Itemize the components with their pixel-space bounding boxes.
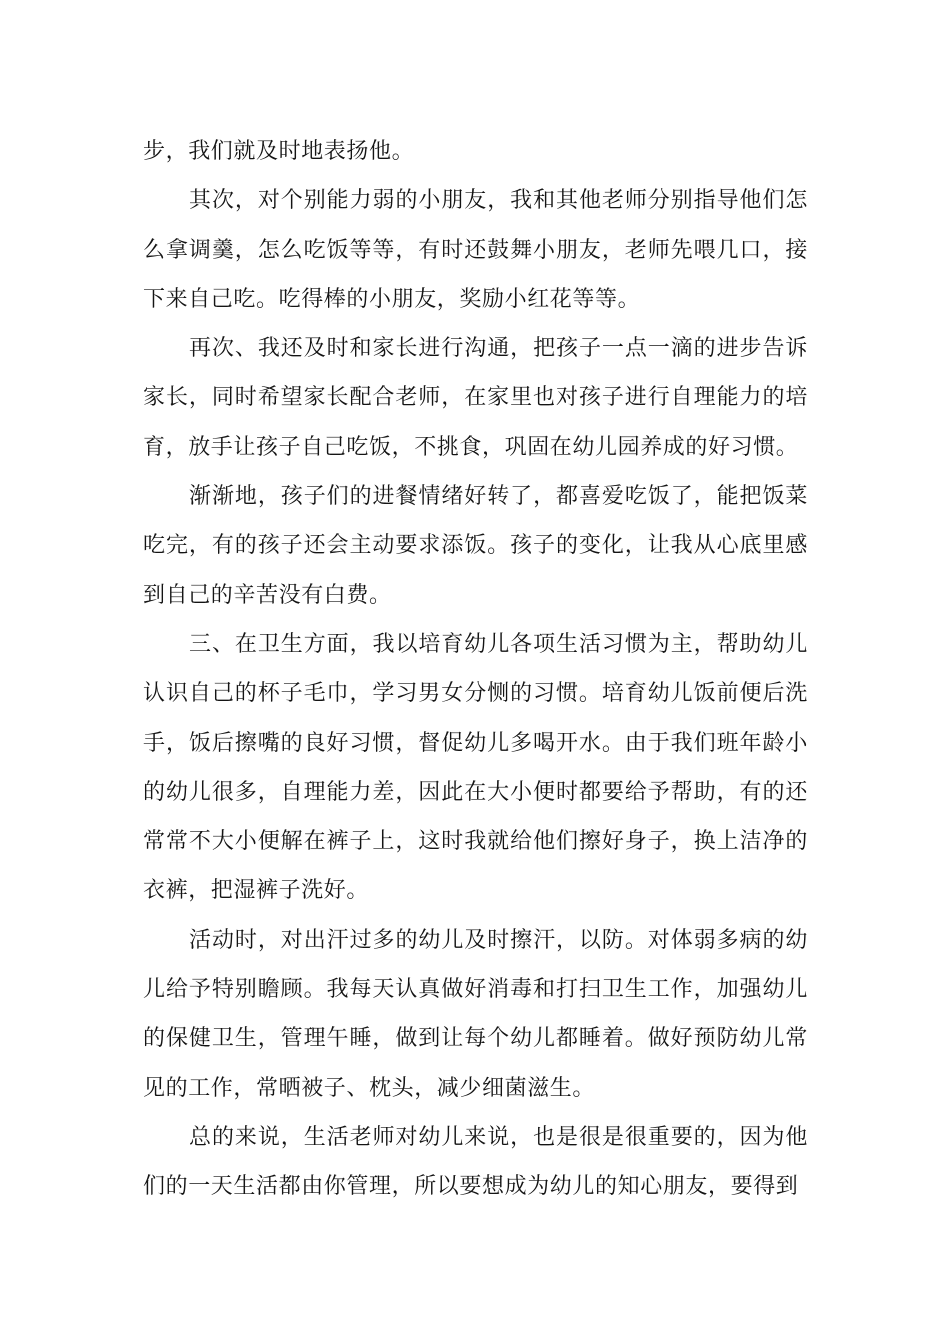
paragraph-gradually: 渐渐地，孩子们的进餐情绪好转了，都喜爱吃饭了，能把饭菜吃完，有的孩子还会主动要求添饭。孩子的变化，让我从心底里感到自己的辛苦没有白费。 (143, 484, 808, 608)
paragraph-secondly: 其次，对个别能力弱的小朋友，我和其他老师分别指导他们怎么拿调羹，怎么吃饭等等，有时还鼓舞小朋友，老师先喂几口，接下来自己吃。吃得棒的小朋友，奖励小红花等等。 (143, 188, 808, 312)
paragraph-hygiene: 三、在卫生方面，我以培育幼儿各项生活习惯为主，帮助幼儿认识自己的杯子毛巾，学习男女分恻的习惯。培育幼儿饭前便后洗手，饭后擦嘴的良好习惯，督促幼儿多喝开水。由于我们班年龄小的幼儿很多，自理能力差，因此在大小便时都要给予帮助，有的还常常不大小便解在裤子上，这时我就给他们擦好身子，换上洁净的衣裤，把湿裤子洗好。 (143, 631, 808, 904)
paragraph-thirdly: 再次、我还及时和家长进行沟通，把孩子一点一滴的进步告诉家长，同时希望家长配合老师，在家里也对孩子进行自理能力的培育，放手让孩子自己吃饭，不挑食，巩固在幼儿园养成的好习惯。 (143, 336, 808, 460)
document-body (143, 127, 808, 1212)
paragraph-activities: 活动时，对出汗过多的幼儿及时擦汗，以防。对体弱多病的幼儿给予特别瞻顾。我每天认真做好消毒和打扫卫生工作，加强幼儿的保健卫生，管理午睡，做到让每个幼儿都睡着。做好预防幼儿常见的工作，常晒被子、枕头，减少细菌滋生。 (143, 927, 808, 1101)
paragraph-continuation: 步，我们就及时地表扬他。 (143, 139, 415, 164)
paragraph-summary: 总的来说，生活老师对幼儿来说，也是很是很重要的，因为他们的一天生活都由你管理，所以要想成为幼儿的知心朋友，要得到 (143, 1124, 808, 1200)
